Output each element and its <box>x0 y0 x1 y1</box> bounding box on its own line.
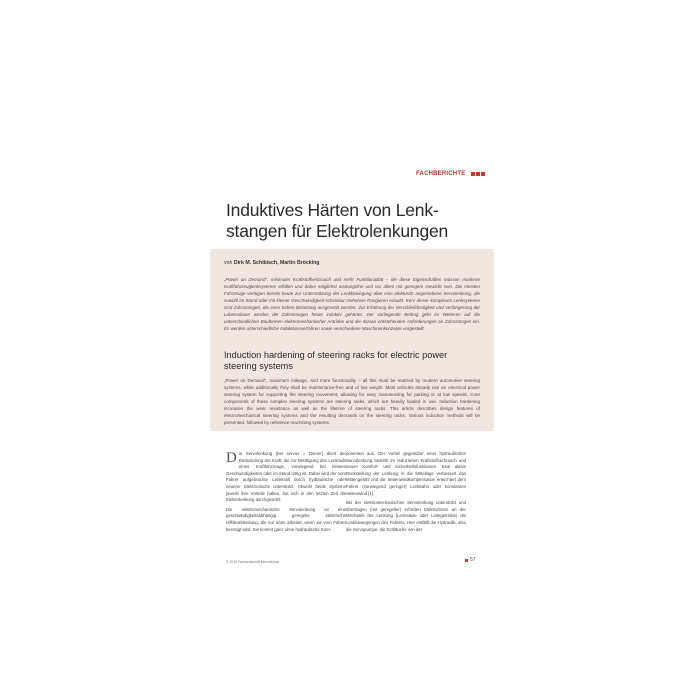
article-title: Induktives Härten von Lenk-stangen für Elektrolenkungen <box>226 200 449 241</box>
section-label: FACHBERICHTE <box>416 171 466 177</box>
section-marker-icon <box>471 172 485 176</box>
marker-square <box>476 172 480 176</box>
body-paragraph: Bei der elektromechanischen Servolenkung unterstützt und übertragen (mit geregelter) erfordert Elektromotor an der Mechanik der Lenkung (Lenksäule oder Lenkgetriebe) die Lenkbewegungen des Fahrers. Hier entfällt die Hydraulik, also die Servopumpe, die Schläuche von der <box>346 500 466 532</box>
english-subtitle: Induction hardening of steering racks for electric power steering systems <box>224 350 448 371</box>
body-paragraph: Die elektromechanische Servolenkung ist eine geschwindigkeitsabhängig geregelte elektrische Hilfskraftlenkung, die nur dann arbeitet, wenn sie vom Fahrer benötigt wird. Sie kommt ganz ohne hydraulische Kom- <box>226 506 346 532</box>
page-number: 57 <box>470 557 476 563</box>
body-paragraph: ponenten aus. Der Vorteil gegenüber einer hydraulischen Servolenkung besteht im reduzierten Kraftstoffverbrauch und neuen Komfort- und Sicherheitsfunktionen. Eine aktive Rückstellung der Lenkung in die Mittellage verbessert das Mittengefühl und die Seitenwindkompensation erleichtert dem Fahrer (vorwiegend geringer) Lenkbahn oder konstanten Seitenwind [1]. <box>346 451 466 496</box>
authors-prefix: von <box>224 260 233 266</box>
marker-square <box>481 172 485 176</box>
body-paragraph <box>226 451 346 504</box>
body-column-right <box>346 451 466 536</box>
marker-square <box>471 172 475 176</box>
drop-cap: D <box>226 450 237 466</box>
abstract-english: „Power on Demand", maximum mileage, and more functionality – all this must be realized by modern automotive steering systems, while additionally they shall be maintenance-free and of low weight. Most vehicles already use an electrical power steering system for supporting the steering movement, allowing for easy manoeuvring for parking or at low speeds. Core components of these complex steering systems are steering racks, which are heavily loaded in use. Induction hardening increases the wear resistance as well as the lifetime of steering racks. This article describes design features of electromechanical steering systems and the resulting demands on the steering racks. Various induction methods will be presented, followed by reference machining systems. <box>224 378 480 425</box>
body-text: ie Servolenkung (bei servus = Diener) dient der Reduzierung der Kraft, die zur Betätigung des Lenkrads eines Kraftfahrzeugs, vorwiegend bei kleinen Geschwindigkeiten oder im Stand nötig ist. Dabei wird der vom Fahrer aufgebrachte Lenkkraft durch hydraulische oder neuerer Elektronische unterstützt. Obwohl beide Systeme jeweils ihre Vorteile haben, hat sich in den letzten Zeit die Elektrolenkung durchgesetzt. <box>226 451 346 503</box>
footer-page <box>465 557 476 563</box>
authors-names: Dirk M. Schibisch, Martin Bröcking <box>233 260 320 266</box>
footer-copyright: © 2015 Fachzeitschrift international <box>226 560 280 564</box>
abstract-german: „Power on Demand", minimaler Kraftstoffverbrauch und mehr Funktionalität – die diese Eigenschaften müssen moderne Kraftfahrzeuglenksysteme erfüllen und dabei möglichst wartungsfrei und vor allem mit geringem Gewicht sein. Die meisten Fahrzeuge verfügen bereits heute zur Unterstützung der Lenkbewegung über eine elektrisch angetriebene Servolenkung, die sowohl im Stand oder mit kleiner Geschwindigkeit scheinbar mühelose Rangieren erlaubt. Kern dieser komplexen Lenksysteme sind Zahnstangen, die einer hohen Belastung ausgesetzt werden. Zur Erhöhung der Verschleißfestigkeit und Verlängerung der Lebensdauer werden die Zahnstangen heute induktiv gehärtet. Der vorliegende Beitrag geht im Weiteren auf die unterschiedlichen Bauformen elektromechanischer Antriebe und die daraus entstehenden Anforderungen an Zahnstangen ein. Es werden unterschiedliche Induktionsverfahren sowie verschiedene Maschinenkonzepte vorgestellt. <box>224 277 480 331</box>
authors-line <box>224 260 319 266</box>
body-column-left <box>226 451 346 536</box>
section-tag <box>416 171 485 177</box>
page-marker-icon <box>465 559 468 562</box>
